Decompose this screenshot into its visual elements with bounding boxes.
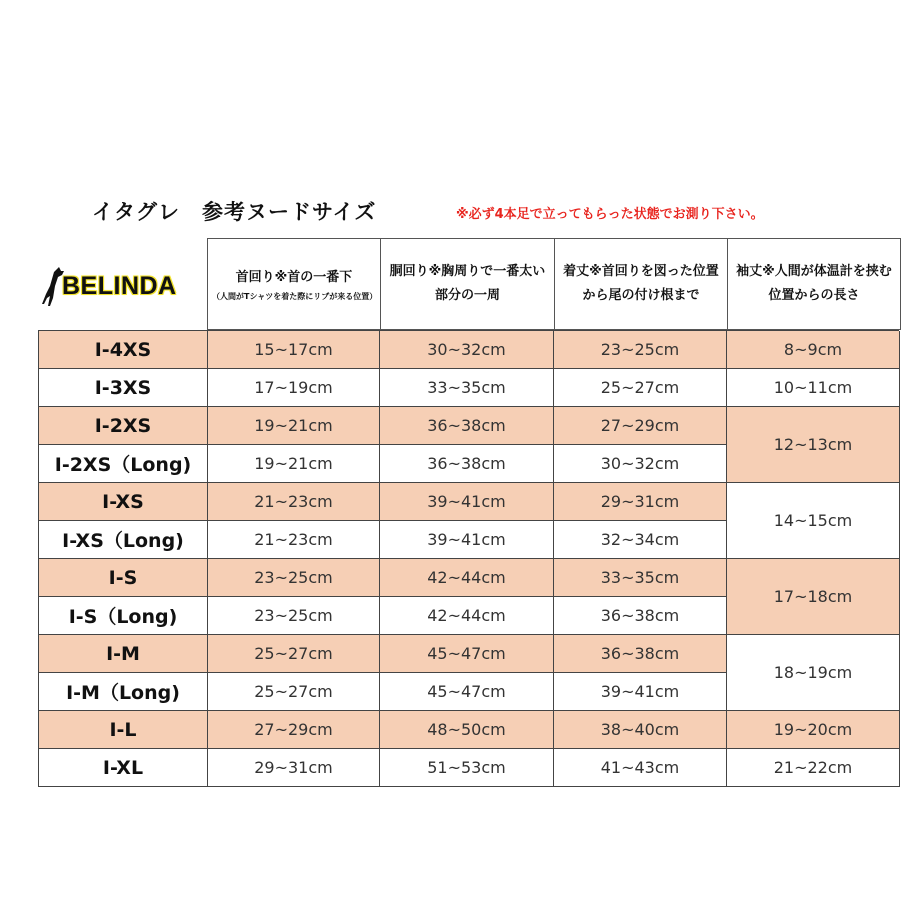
cell-length: 25~27cm bbox=[554, 369, 727, 407]
cell-neck: 21~23cm bbox=[208, 521, 380, 559]
cell-neck: 23~25cm bbox=[208, 559, 380, 597]
cell-sleeve: 21~22cm bbox=[727, 749, 900, 787]
cell-size: I-3XS bbox=[39, 369, 208, 407]
cell-chest: 30~32cm bbox=[380, 331, 554, 369]
header-neck-note: （人間がTシャツを着た際にリブが来る位置） bbox=[212, 291, 378, 301]
cell-size: I-XL bbox=[39, 749, 208, 787]
header-neck bbox=[207, 238, 381, 330]
cell-length: 32~34cm bbox=[554, 521, 727, 559]
cell-size: I-M（Long) bbox=[39, 673, 208, 711]
cell-sleeve: 12~13cm bbox=[727, 407, 900, 483]
cell-size: I-L bbox=[39, 711, 208, 749]
header-length bbox=[554, 238, 728, 330]
cell-length: 30~32cm bbox=[554, 445, 727, 483]
cell-chest: 51~53cm bbox=[380, 749, 554, 787]
header-length-title: 着丈※首回りを図った位置から尾の付け根まで bbox=[563, 264, 719, 303]
cell-length: 36~38cm bbox=[554, 635, 727, 673]
cell-length: 27~29cm bbox=[554, 407, 727, 445]
cell-neck: 17~19cm bbox=[208, 369, 380, 407]
header-chest bbox=[380, 238, 555, 330]
cell-neck: 25~27cm bbox=[208, 673, 380, 711]
cell-length: 33~35cm bbox=[554, 559, 727, 597]
cell-neck: 29~31cm bbox=[208, 749, 380, 787]
cell-size: I-S（Long) bbox=[39, 597, 208, 635]
cell-sleeve: 8~9cm bbox=[727, 331, 900, 369]
cell-chest: 45~47cm bbox=[380, 635, 554, 673]
header-neck-title: 首回り※首の一番下 bbox=[235, 269, 353, 285]
cell-length: 23~25cm bbox=[554, 331, 727, 369]
cell-neck: 27~29cm bbox=[208, 711, 380, 749]
cell-chest: 36~38cm bbox=[380, 407, 554, 445]
cell-sleeve: 17~18cm bbox=[727, 559, 900, 635]
cell-neck: 21~23cm bbox=[208, 483, 380, 521]
cell-chest: 45~47cm bbox=[380, 673, 554, 711]
cell-sleeve: 10~11cm bbox=[727, 369, 900, 407]
cell-chest: 39~41cm bbox=[380, 483, 554, 521]
brand-logo bbox=[40, 262, 204, 312]
header-sleeve bbox=[727, 238, 901, 330]
cell-chest: 48~50cm bbox=[380, 711, 554, 749]
cell-neck: 15~17cm bbox=[208, 331, 380, 369]
header-sleeve-title: 袖丈※人間が体温計を挟む位置からの長さ bbox=[736, 264, 892, 303]
cell-sleeve: 19~20cm bbox=[727, 711, 900, 749]
cell-neck: 19~21cm bbox=[208, 407, 380, 445]
cell-chest: 39~41cm bbox=[380, 521, 554, 559]
cell-size: I-XS bbox=[39, 483, 208, 521]
cell-size: I-M bbox=[39, 635, 208, 673]
cell-length: 36~38cm bbox=[554, 597, 727, 635]
cell-neck: 25~27cm bbox=[208, 635, 380, 673]
cell-length: 29~31cm bbox=[554, 483, 727, 521]
cell-neck: 23~25cm bbox=[208, 597, 380, 635]
cell-size: I-XS（Long) bbox=[39, 521, 208, 559]
cell-chest: 42~44cm bbox=[380, 597, 554, 635]
cell-size: I-2XS（Long) bbox=[39, 445, 208, 483]
header-chest-title: 胴回り※胸周りで一番太い部分の一周 bbox=[389, 264, 546, 303]
logo-text: BELINDA bbox=[62, 272, 177, 300]
cell-size: I-4XS bbox=[39, 331, 208, 369]
cell-length: 39~41cm bbox=[554, 673, 727, 711]
cell-sleeve: 18~19cm bbox=[727, 635, 900, 711]
cell-size: I-S bbox=[39, 559, 208, 597]
cell-length: 41~43cm bbox=[554, 749, 727, 787]
cell-chest: 42~44cm bbox=[380, 559, 554, 597]
cell-neck: 19~21cm bbox=[208, 445, 380, 483]
cell-length: 38~40cm bbox=[554, 711, 727, 749]
cell-chest: 33~35cm bbox=[380, 369, 554, 407]
cell-size: I-2XS bbox=[39, 407, 208, 445]
page-title: イタグレ 参考ヌードサイズ bbox=[92, 200, 377, 224]
measurement-note: ※必ず4本足で立ってもらった状態でお測り下さい。 bbox=[456, 207, 764, 222]
cell-sleeve: 14~15cm bbox=[727, 483, 900, 559]
size-table bbox=[38, 330, 899, 787]
cell-chest: 36~38cm bbox=[380, 445, 554, 483]
